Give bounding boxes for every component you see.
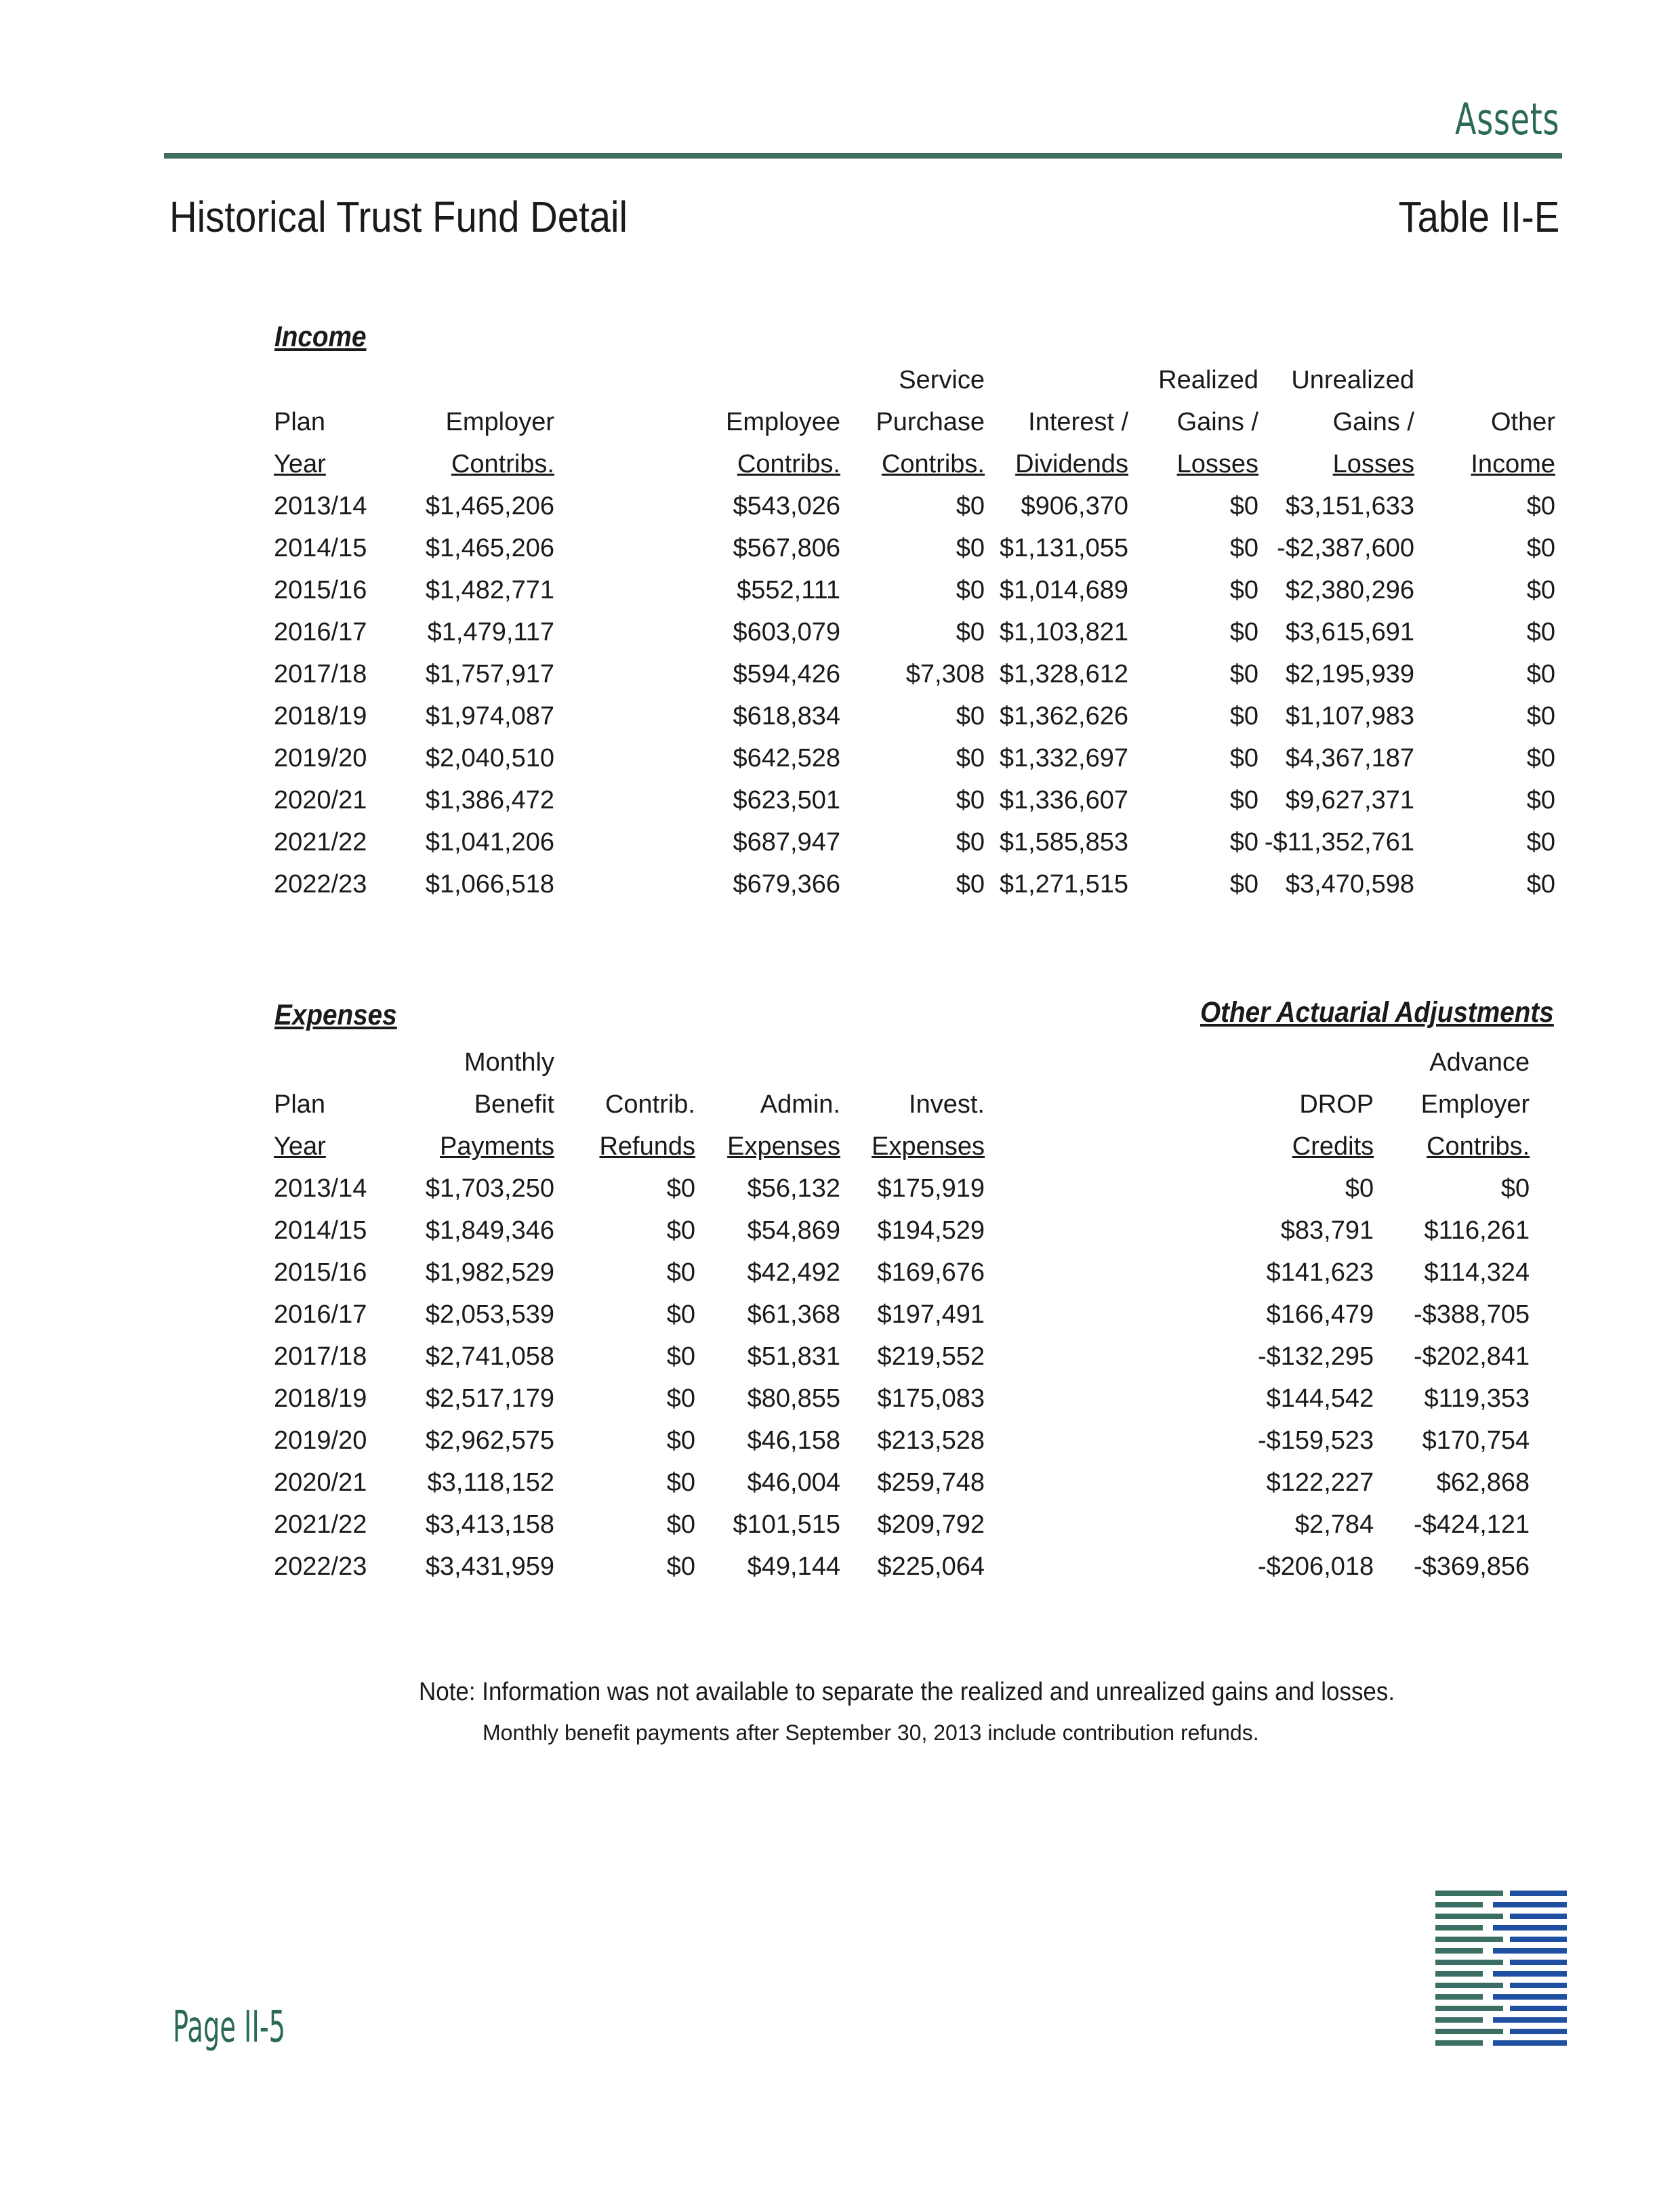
income-cell: $679,366: [733, 870, 840, 899]
expenses-row: [274, 1252, 1530, 1294]
income-cell: $0: [1229, 660, 1258, 688]
income-cell: $0: [1526, 744, 1555, 772]
expenses-column-header: Advance: [1429, 1048, 1530, 1077]
income-cell: $1,757,917: [425, 660, 554, 688]
expenses-cell: $2,962,575: [425, 1426, 554, 1455]
income-cell: $642,528: [733, 744, 840, 772]
income-cell: $1,974,087: [425, 702, 554, 730]
income-cell: $0: [956, 870, 985, 899]
income-cell: $0: [1229, 786, 1258, 814]
income-column-header: Gains /: [1332, 408, 1414, 436]
income-cell: $2,380,296: [1285, 576, 1414, 604]
expenses-cell: $219,552: [877, 1342, 985, 1371]
income-column-header: Income: [1471, 450, 1555, 478]
expenses-cell: $0: [666, 1300, 695, 1329]
expenses-cell: $1,703,250: [425, 1174, 554, 1203]
income-cell: 2013/14: [274, 492, 367, 520]
expenses-cell: $119,353: [1424, 1384, 1530, 1413]
income-cell: $1,107,983: [1285, 702, 1414, 730]
expenses-cell: [985, 1252, 1258, 1294]
expenses-cell: $175,083: [877, 1384, 985, 1413]
income-cell: $2,040,510: [425, 744, 554, 772]
page-number: Page II-5: [173, 2002, 286, 2052]
income-column-header: Plan: [274, 408, 326, 436]
expenses-column-header: [1258, 1041, 1374, 1083]
income-cell: -$11,352,761: [1264, 828, 1414, 856]
expenses-cell: $0: [666, 1174, 695, 1203]
expenses-cell: $114,324: [1424, 1258, 1530, 1287]
income-cell: $3,615,691: [1285, 618, 1414, 646]
income-column-header: Contribs.: [451, 450, 554, 478]
income-header-row: [274, 359, 1555, 401]
expenses-row: [274, 1168, 1530, 1210]
expenses-cell: $0: [666, 1342, 695, 1371]
income-cell: $0: [1229, 870, 1258, 899]
income-cell: $9,627,371: [1285, 786, 1414, 814]
expenses-cell: $141,623: [1266, 1258, 1374, 1287]
expenses-column-header: Admin.: [760, 1090, 840, 1119]
income-column-header: Interest /: [1028, 408, 1128, 436]
expenses-cell: $0: [666, 1552, 695, 1581]
expenses-cell: $0: [1500, 1174, 1530, 1203]
income-cell: 2018/19: [274, 702, 367, 730]
income-cell: $1,332,697: [999, 744, 1128, 772]
income-cell: $0: [1526, 828, 1555, 856]
note-line-1: Note: Information was not available to separate the realized and unrealized gains and losses.: [419, 1678, 1395, 1706]
expenses-cell: 2020/21: [274, 1468, 367, 1497]
expenses-column-header: Employer: [1420, 1090, 1530, 1119]
section-label: Assets: [1454, 95, 1559, 145]
income-cell: $0: [956, 702, 985, 730]
income-cell: $0: [1526, 786, 1555, 814]
expenses-row: [274, 1336, 1530, 1378]
expenses-cell: $42,492: [747, 1258, 840, 1287]
expenses-header-row: [274, 1041, 1530, 1083]
expenses-column-header: Payments: [440, 1132, 554, 1161]
expenses-cell: $197,491: [877, 1300, 985, 1329]
income-cell: $1,362,626: [999, 702, 1128, 730]
expenses-column-header: [695, 1041, 840, 1083]
expenses-cell: $144,542: [1266, 1384, 1374, 1413]
income-cell: $0: [956, 534, 985, 562]
income-column-header: Dividends: [1015, 450, 1128, 478]
income-column-header: Losses: [1176, 450, 1258, 478]
expenses-cell: -$159,523: [1258, 1426, 1374, 1455]
income-cell: $0: [1229, 702, 1258, 730]
income-cell: $0: [956, 828, 985, 856]
income-row: [274, 821, 1555, 863]
expenses-column-header: Year: [274, 1132, 326, 1161]
expenses-column-header: Contrib.: [605, 1090, 695, 1119]
expenses-cell: $0: [666, 1384, 695, 1413]
expenses-column-header: [985, 1126, 1258, 1168]
income-cell: 2014/15: [274, 534, 367, 562]
expenses-row: [274, 1210, 1530, 1252]
expenses-row: [274, 1462, 1530, 1504]
expenses-cell: $3,431,959: [425, 1552, 554, 1581]
expenses-column-header: Expenses: [872, 1132, 985, 1161]
income-column-header: [274, 359, 369, 401]
expenses-column-header: Contribs.: [1427, 1132, 1530, 1161]
income-column-header: Employee: [726, 408, 840, 436]
expenses-cell: $61,368: [747, 1300, 840, 1329]
income-cell: $1,585,853: [999, 828, 1128, 856]
income-table: [274, 359, 1555, 905]
striped-s-logo-icon: [1435, 1891, 1567, 2053]
income-column-header: Other: [1490, 408, 1555, 436]
expenses-cell: $0: [666, 1216, 695, 1245]
income-cell: $1,131,055: [999, 534, 1128, 562]
expenses-cell: $209,792: [877, 1510, 985, 1539]
expenses-cell: -$206,018: [1258, 1552, 1374, 1581]
income-column-header: Losses: [1332, 450, 1414, 478]
expenses-cell: $0: [666, 1510, 695, 1539]
expenses-cell: $62,868: [1436, 1468, 1530, 1497]
expenses-cell: -$132,295: [1258, 1342, 1374, 1371]
expenses-cell: $0: [666, 1426, 695, 1455]
expenses-cell: $259,748: [877, 1468, 985, 1497]
expenses-cell: $51,831: [747, 1342, 840, 1371]
page-title: Historical Trust Fund Detail: [169, 192, 628, 241]
income-cell: $3,470,598: [1285, 870, 1414, 899]
income-cell: $1,271,515: [999, 870, 1128, 899]
expenses-cell: $0: [1345, 1174, 1374, 1203]
expenses-cell: $122,227: [1266, 1468, 1374, 1497]
expenses-cell: $80,855: [747, 1384, 840, 1413]
expenses-column-header: [274, 1041, 369, 1083]
income-row: [274, 569, 1555, 611]
income-cell: $543,026: [733, 492, 840, 520]
expenses-table: [274, 1041, 1530, 1588]
expenses-cell: 2015/16: [274, 1258, 367, 1287]
header-divider: [164, 153, 1562, 159]
income-cell: 2015/16: [274, 576, 367, 604]
expenses-cell: $2,053,539: [425, 1300, 554, 1329]
income-cell: $1,482,771: [425, 576, 554, 604]
expenses-cell: 2022/23: [274, 1552, 367, 1581]
income-cell: $623,501: [733, 786, 840, 814]
income-row: [274, 863, 1555, 905]
expenses-cell: [985, 1294, 1258, 1336]
expenses-cell: 2021/22: [274, 1510, 367, 1539]
expenses-cell: $56,132: [747, 1174, 840, 1203]
income-cell: $0: [1526, 492, 1555, 520]
income-cell: $0: [1526, 576, 1555, 604]
expenses-cell: $213,528: [877, 1426, 985, 1455]
expenses-column-header: [840, 1041, 985, 1083]
expenses-column-header: [554, 1041, 695, 1083]
income-column-header: Year: [274, 450, 326, 478]
expenses-cell: $83,791: [1280, 1216, 1374, 1245]
income-cell: $7,308: [905, 660, 985, 688]
income-cell: -$2,387,600: [1277, 534, 1414, 562]
income-cell: $906,370: [1021, 492, 1128, 520]
income-cell: $567,806: [733, 534, 840, 562]
income-cell: $0: [1526, 870, 1555, 899]
adjustments-heading: Other Actuarial Adjustments: [1200, 996, 1554, 1029]
income-heading: Income: [274, 321, 367, 353]
expenses-cell: $116,261: [1424, 1216, 1530, 1245]
expenses-column-header: Invest.: [909, 1090, 985, 1119]
income-cell: $687,947: [733, 828, 840, 856]
expenses-cell: [985, 1504, 1258, 1546]
expenses-cell: $0: [666, 1468, 695, 1497]
income-column-header: [985, 359, 1128, 401]
expenses-column-header: Plan: [274, 1090, 326, 1119]
expenses-cell: 2018/19: [274, 1384, 367, 1413]
expenses-row: [274, 1546, 1530, 1588]
expenses-cell: 2016/17: [274, 1300, 367, 1329]
expenses-cell: [985, 1168, 1258, 1210]
income-cell: $0: [956, 576, 985, 604]
income-column-header: Service: [899, 366, 985, 394]
income-column-header: Employer: [445, 408, 554, 436]
income-cell: $0: [956, 744, 985, 772]
expenses-cell: $166,479: [1266, 1300, 1374, 1329]
income-cell: 2021/22: [274, 828, 367, 856]
income-header-row: [274, 443, 1555, 485]
expenses-cell: $225,064: [877, 1552, 985, 1581]
income-cell: $1,465,206: [425, 534, 554, 562]
expenses-cell: $46,004: [747, 1468, 840, 1497]
expenses-cell: $49,144: [747, 1552, 840, 1581]
expenses-cell: -$202,841: [1414, 1342, 1530, 1371]
expenses-cell: [985, 1420, 1258, 1462]
income-row: [274, 527, 1555, 569]
expenses-column-header: Expenses: [727, 1132, 840, 1161]
expenses-row: [274, 1294, 1530, 1336]
income-cell: $1,465,206: [425, 492, 554, 520]
expenses-cell: $54,869: [747, 1216, 840, 1245]
expenses-cell: -$369,856: [1414, 1552, 1530, 1581]
expenses-cell: [985, 1336, 1258, 1378]
expenses-cell: [985, 1210, 1258, 1252]
income-cell: $1,041,206: [425, 828, 554, 856]
income-column-header: Realized: [1158, 366, 1258, 394]
expenses-cell: [985, 1546, 1258, 1588]
expenses-row: [274, 1378, 1530, 1420]
income-cell: $552,111: [737, 576, 840, 604]
expenses-cell: $3,413,158: [425, 1510, 554, 1539]
income-cell: $4,367,187: [1285, 744, 1414, 772]
income-cell: $1,066,518: [425, 870, 554, 899]
expenses-cell: $101,515: [733, 1510, 840, 1539]
expenses-heading: Expenses: [274, 999, 397, 1031]
expenses-cell: $3,118,152: [427, 1468, 554, 1497]
income-row: [274, 653, 1555, 695]
income-cell: $1,336,607: [999, 786, 1128, 814]
expenses-cell: -$424,121: [1414, 1510, 1530, 1539]
income-cell: 2020/21: [274, 786, 367, 814]
expenses-column-header: Refunds: [599, 1132, 695, 1161]
note-line-2: Monthly benefit payments after September 30, 2013 include contribution refunds.: [483, 1720, 1259, 1745]
expenses-cell: $0: [666, 1258, 695, 1287]
expenses-cell: 2014/15: [274, 1216, 367, 1245]
income-cell: $3,151,633: [1285, 492, 1414, 520]
expenses-cell: 2013/14: [274, 1174, 367, 1203]
expenses-row: [274, 1504, 1530, 1546]
expenses-cell: $2,741,058: [425, 1342, 554, 1371]
income-cell: $1,328,612: [999, 660, 1128, 688]
income-column-header: Contribs.: [881, 450, 985, 478]
income-cell: $0: [1229, 618, 1258, 646]
expenses-column-header: [985, 1083, 1258, 1126]
income-cell: 2016/17: [274, 618, 367, 646]
income-cell: $0: [956, 618, 985, 646]
expenses-header-row: [274, 1126, 1530, 1168]
income-header-row: [274, 401, 1555, 443]
income-cell: $0: [956, 786, 985, 814]
expenses-cell: $2,784: [1294, 1510, 1374, 1539]
income-cell: $0: [1229, 492, 1258, 520]
income-cell: 2022/23: [274, 870, 367, 899]
expenses-column-header: Benefit: [474, 1090, 554, 1119]
income-cell: $594,426: [733, 660, 840, 688]
expenses-column-header: Credits: [1292, 1132, 1374, 1161]
expenses-cell: [985, 1462, 1258, 1504]
expenses-column-header: [985, 1041, 1258, 1083]
income-row: [274, 695, 1555, 737]
income-row: [274, 485, 1555, 527]
expenses-cell: -$388,705: [1414, 1300, 1530, 1329]
income-cell: $0: [956, 492, 985, 520]
income-cell: $0: [1229, 576, 1258, 604]
expenses-cell: $194,529: [877, 1216, 985, 1245]
income-cell: $0: [1229, 744, 1258, 772]
expenses-cell: $1,982,529: [425, 1258, 554, 1287]
income-column-header: Unrealized: [1291, 366, 1414, 394]
expenses-row: [274, 1420, 1530, 1462]
expenses-cell: $46,158: [747, 1426, 840, 1455]
income-column-header: [369, 359, 554, 401]
income-cell: 2019/20: [274, 744, 367, 772]
expenses-cell: [985, 1378, 1258, 1420]
income-cell: $603,079: [733, 618, 840, 646]
income-cell: $0: [1526, 618, 1555, 646]
income-cell: $2,195,939: [1285, 660, 1414, 688]
income-row: [274, 611, 1555, 653]
income-column-header: Gains /: [1176, 408, 1258, 436]
income-cell: $618,834: [733, 702, 840, 730]
expenses-column-header: Monthly: [464, 1048, 554, 1077]
expenses-cell: 2017/18: [274, 1342, 367, 1371]
income-column-header: [554, 359, 840, 401]
expenses-cell: $170,754: [1422, 1426, 1530, 1455]
income-cell: $1,386,472: [425, 786, 554, 814]
expenses-cell: 2019/20: [274, 1426, 367, 1455]
income-row: [274, 779, 1555, 821]
income-row: [274, 737, 1555, 779]
income-column-header: Purchase: [876, 408, 985, 436]
income-cell: $0: [1229, 828, 1258, 856]
income-cell: $1,103,821: [999, 618, 1128, 646]
expenses-cell: $175,919: [877, 1174, 985, 1203]
income-cell: $0: [1526, 534, 1555, 562]
expenses-column-header: DROP: [1299, 1090, 1374, 1119]
income-cell: $0: [1229, 534, 1258, 562]
expenses-cell: $1,849,346: [425, 1216, 554, 1245]
table-id: Table II-E: [1398, 192, 1559, 241]
expenses-cell: $169,676: [877, 1258, 985, 1287]
expenses-header-row: [274, 1083, 1530, 1126]
expenses-cell: $2,517,179: [425, 1384, 554, 1413]
income-cell: $1,479,117: [427, 618, 554, 646]
income-cell: $1,014,689: [999, 576, 1128, 604]
income-cell: $0: [1526, 702, 1555, 730]
income-column-header: Contribs.: [737, 450, 840, 478]
income-column-header: [1414, 359, 1555, 401]
income-cell: $0: [1526, 660, 1555, 688]
income-cell: 2017/18: [274, 660, 367, 688]
